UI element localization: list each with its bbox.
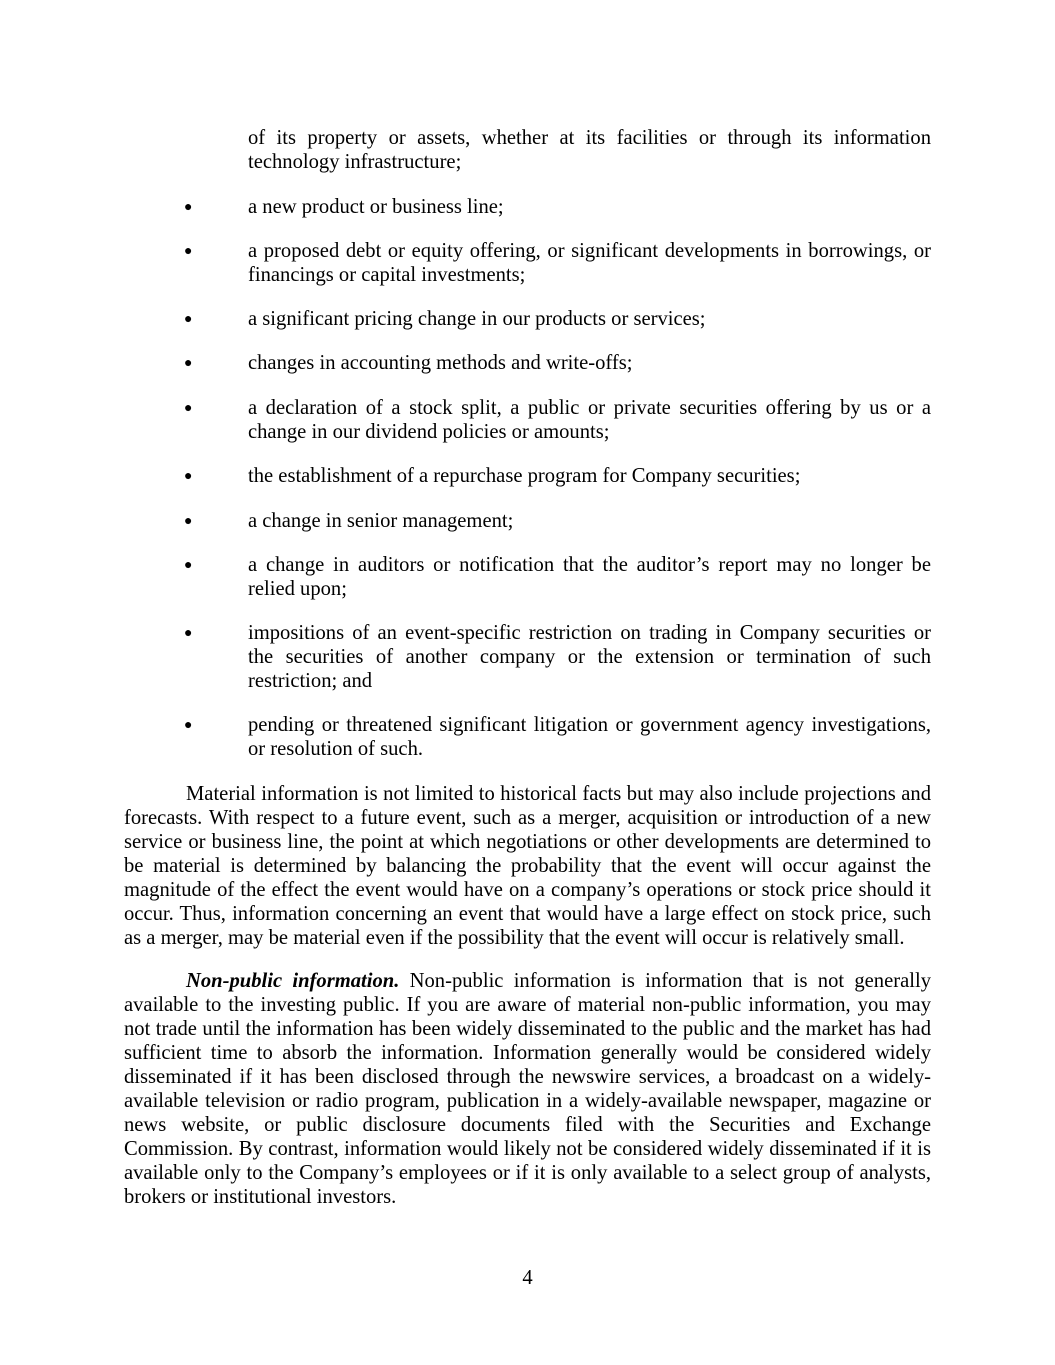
bullet-item: a significant pricing change in our products or services; [248, 308, 706, 330]
bullet-icon: ● [184, 356, 193, 371]
bullet-item: changes in accounting methods and write-offs; [248, 352, 633, 374]
bullet-icon: ● [184, 200, 193, 215]
bullet-item: a declaration of a stock split, a public or private securities offering by us or a change in our dividend policies or amounts; [248, 397, 931, 443]
bullet-icon: ● [184, 312, 193, 327]
bullet-icon: ● [184, 718, 193, 733]
bullet-item: the establishment of a repurchase program for Company securities; [248, 465, 801, 487]
bullet-icon: ● [184, 514, 193, 529]
bullet-icon: ● [184, 401, 193, 416]
non-public-paragraph [124, 969, 931, 1209]
materiality-paragraph [124, 782, 931, 950]
bullet-icon: ● [184, 558, 193, 573]
bullet-item: a new product or business line; [248, 196, 504, 218]
page-number: 4 [522, 1267, 533, 1289]
paragraph-text: Non-public information is information that is not generally available to the investing public. If you are aware of material non-public information, you may not trade until the information has been widely disseminated to the public and the market has had sufficient time to absorb the information. Information generally would be considered widely disseminated if it has been disclosed through the newswire services, a broadcast on a widely-available television or radio program, publication in a widely-available newspaper, magazine or news website, or public disclosure documents filed with the Securities and Exchange Commission. By contrast, information would likely not be considered widely disseminated if it is available only to the Company’s employees or if it is only available to a select group of analysts, brokers or institutional investors. [124, 970, 931, 1208]
paragraph-heading: Non-public information. [186, 970, 400, 992]
bullet-icon: ● [184, 469, 193, 484]
bullet-item: a change in auditors or notification that the auditor’s report may no longer be relied upon; [248, 554, 931, 600]
bullet-item: a proposed debt or equity offering, or significant developments in borrowings, or financings or capital investments; [248, 240, 931, 286]
bullet-item: a change in senior management; [248, 510, 514, 532]
bullet-icon: ● [184, 626, 193, 641]
paragraph-text: Material information is not limited to historical facts but may also include projections and forecasts. With respect to a future event, such as a merger, acquisition or introduction of a new service or business line, the point at which negotiations or other developments are determined to be material is determined by balancing the probability that the event will occur against the magnitude of the effect the event would have on a company’s operations or stock price should it occur. Thus, information concerning an event that would have a large effect on stock price, such as a merger, may be material even if the possibility that the event will occur is relatively small. [124, 783, 931, 949]
bullet-icon: ● [184, 244, 193, 259]
continuation-text: of its property or assets, whether at its facilities or through its information technology infrastructure; [248, 127, 931, 173]
bullet-item: impositions of an event-specific restriction on trading in Company securities or the securities of another company or the extension or termination of such restriction; and [248, 622, 931, 692]
bullet-item: pending or threatened significant litigation or government agency investigations, or resolution of such. [248, 714, 931, 760]
